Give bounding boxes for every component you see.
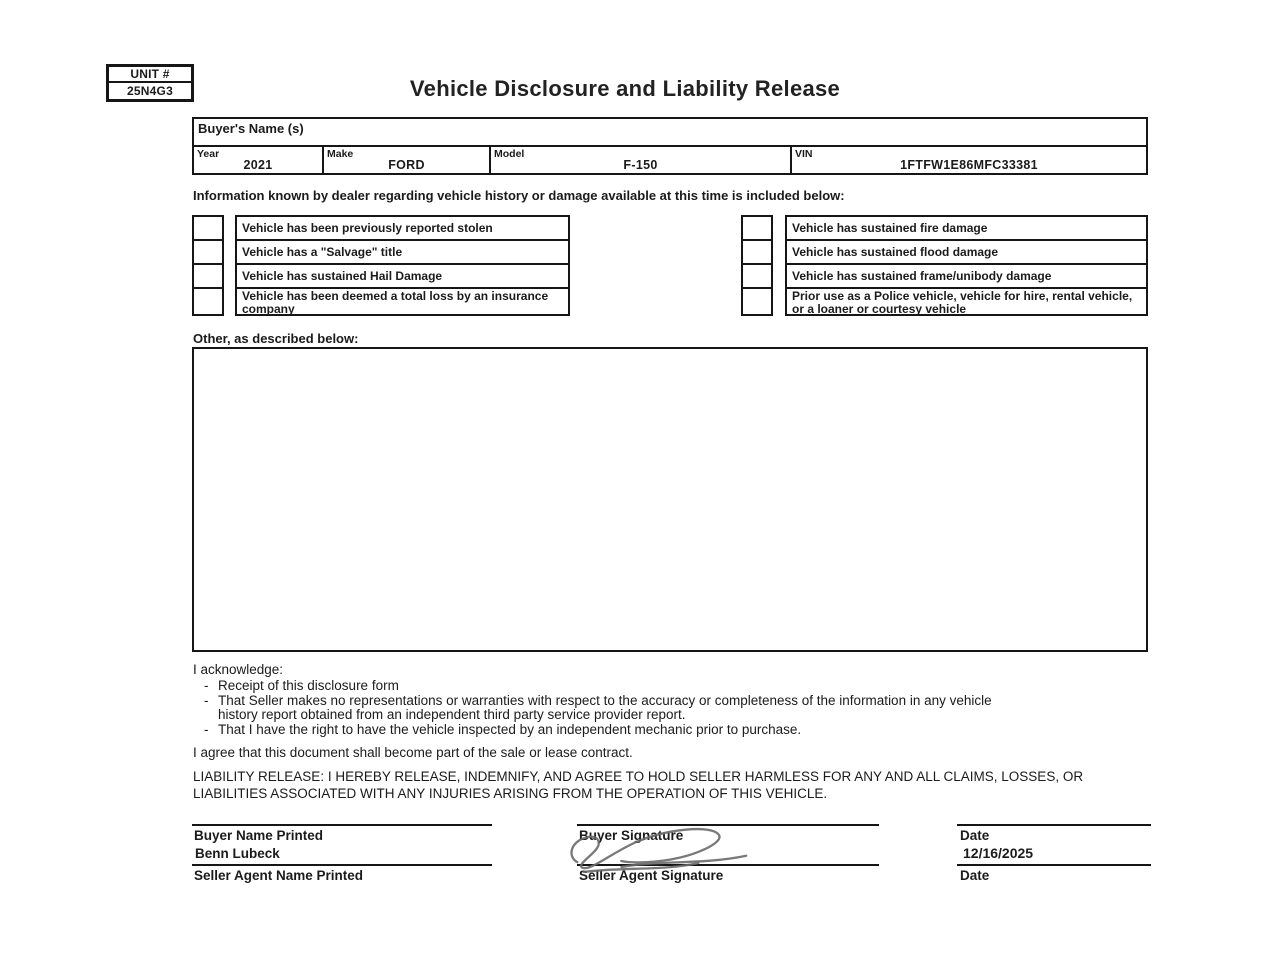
label-fire-damage: Vehicle has sustained fire damage bbox=[787, 217, 1146, 241]
bullet-dash: - bbox=[204, 692, 209, 708]
buyer-date-label: Date bbox=[960, 828, 990, 843]
checkbox-prior-use[interactable] bbox=[743, 289, 771, 314]
seller-date-label: Date bbox=[960, 868, 990, 883]
acknowledge-item: - Receipt of this disclosure form bbox=[204, 678, 399, 693]
buyer-name-printed-label: Buyer Name Printed bbox=[194, 828, 324, 843]
acknowledge-item: - That I have the right to have the vehicle inspected by an independent mechanic prior to purchase. bbox=[204, 721, 802, 737]
year-field bbox=[194, 147, 324, 173]
liability-release-text: LIABILITY RELEASE: I HEREBY RELEASE, INDEMNIFY, AND AGREE TO HOLD SELLER HARMLESS FOR ANY AND ALL CLAIMS, LOSSES, OR LIABILITIES ASSOCIATED WITH ANY INJURIES ARISING FROM THE OPERATION OF THIS VEHICLE. bbox=[193, 769, 1084, 801]
checkbox-flood-damage[interactable] bbox=[743, 241, 771, 265]
buyer-name-label: Buyer's Name (s) bbox=[198, 121, 304, 136]
vehicle-fields-row bbox=[194, 147, 1146, 173]
seller-agent-signature-label: Seller Agent Signature bbox=[579, 868, 724, 883]
label-salvage-title: Vehicle has a "Salvage" title bbox=[237, 241, 568, 265]
acknowledge-list bbox=[204, 679, 1004, 737]
vin-label: VIN bbox=[795, 148, 813, 160]
bullet-dash: - bbox=[204, 721, 209, 737]
seller-date-value[interactable]: 12/16/2025 bbox=[963, 845, 1034, 861]
buyer-name-line bbox=[192, 824, 492, 826]
vin-field bbox=[792, 147, 1146, 173]
seller-agent-name-printed-label: Seller Agent Name Printed bbox=[194, 868, 364, 883]
bullet-dash: - bbox=[204, 678, 209, 693]
disclosure-instructions: Information known by dealer regarding vehicle history or damage available at this time is included below: bbox=[193, 188, 845, 203]
other-section-label: Other, as described below: bbox=[193, 331, 359, 346]
model-field bbox=[491, 147, 792, 173]
label-hail-damage: Vehicle has sustained Hail Damage bbox=[237, 265, 568, 289]
seller-date-line bbox=[957, 864, 1151, 866]
buyer-name-row bbox=[194, 119, 1146, 147]
acknowledge-heading: I acknowledge: bbox=[193, 662, 284, 677]
checkbox-stolen[interactable] bbox=[194, 217, 222, 241]
label-prior-use: Prior use as a Police vehicle, vehicle for hire, rental vehicle, or a loaner or courtesy vehicle bbox=[792, 289, 1133, 316]
left-disclosure-labels bbox=[235, 215, 570, 316]
other-description-box[interactable] bbox=[192, 347, 1148, 652]
checkbox-total-loss[interactable] bbox=[194, 289, 222, 314]
checkbox-fire-damage[interactable] bbox=[743, 217, 771, 241]
make-field bbox=[324, 147, 491, 173]
make-value: FORD bbox=[388, 158, 425, 172]
acknowledge-item: - That Seller makes no representations or warranties with respect to the accuracy or completeness of the information in any vehicle history report obtained from an independent third party service provider report. bbox=[204, 692, 992, 723]
vehicle-info-table bbox=[192, 117, 1148, 175]
seller-name-line bbox=[192, 864, 492, 866]
label-frame-damage: Vehicle has sustained frame/unibody damage bbox=[787, 265, 1146, 289]
checkbox-hail-damage[interactable] bbox=[194, 265, 222, 289]
page-title: Vehicle Disclosure and Liability Release bbox=[409, 76, 841, 101]
model-label: Model bbox=[494, 148, 525, 160]
year-value: 2021 bbox=[243, 158, 273, 172]
vin-value: 1FTFW1E86MFC33381 bbox=[900, 158, 1038, 172]
model-value: F-150 bbox=[623, 158, 658, 172]
unit-number-value: 25N4G3 bbox=[127, 84, 173, 98]
seller-agent-name-value[interactable]: Benn Lubeck bbox=[195, 846, 280, 861]
label-stolen: Vehicle has been previously reported stolen bbox=[237, 217, 568, 241]
buyer-date-line bbox=[957, 824, 1151, 826]
seller-agent-signature-scribble bbox=[562, 823, 755, 876]
left-checkbox-column bbox=[192, 215, 224, 316]
year-label: Year bbox=[197, 148, 220, 160]
checkbox-salvage-title[interactable] bbox=[194, 241, 222, 265]
agreement-line: I agree that this document shall become part of the sale or lease contract. bbox=[193, 745, 633, 760]
unit-number-label: UNIT # bbox=[109, 67, 191, 83]
right-disclosure-labels bbox=[785, 215, 1148, 316]
make-label: Make bbox=[327, 148, 354, 160]
label-total-loss: Vehicle has been deemed a total loss by an insurance company bbox=[242, 289, 549, 316]
buyer-signature-label: Buyer Signature bbox=[579, 828, 684, 843]
label-flood-damage: Vehicle has sustained flood damage bbox=[787, 241, 1146, 265]
checkbox-frame-damage[interactable] bbox=[743, 265, 771, 289]
right-checkbox-column bbox=[741, 215, 773, 316]
